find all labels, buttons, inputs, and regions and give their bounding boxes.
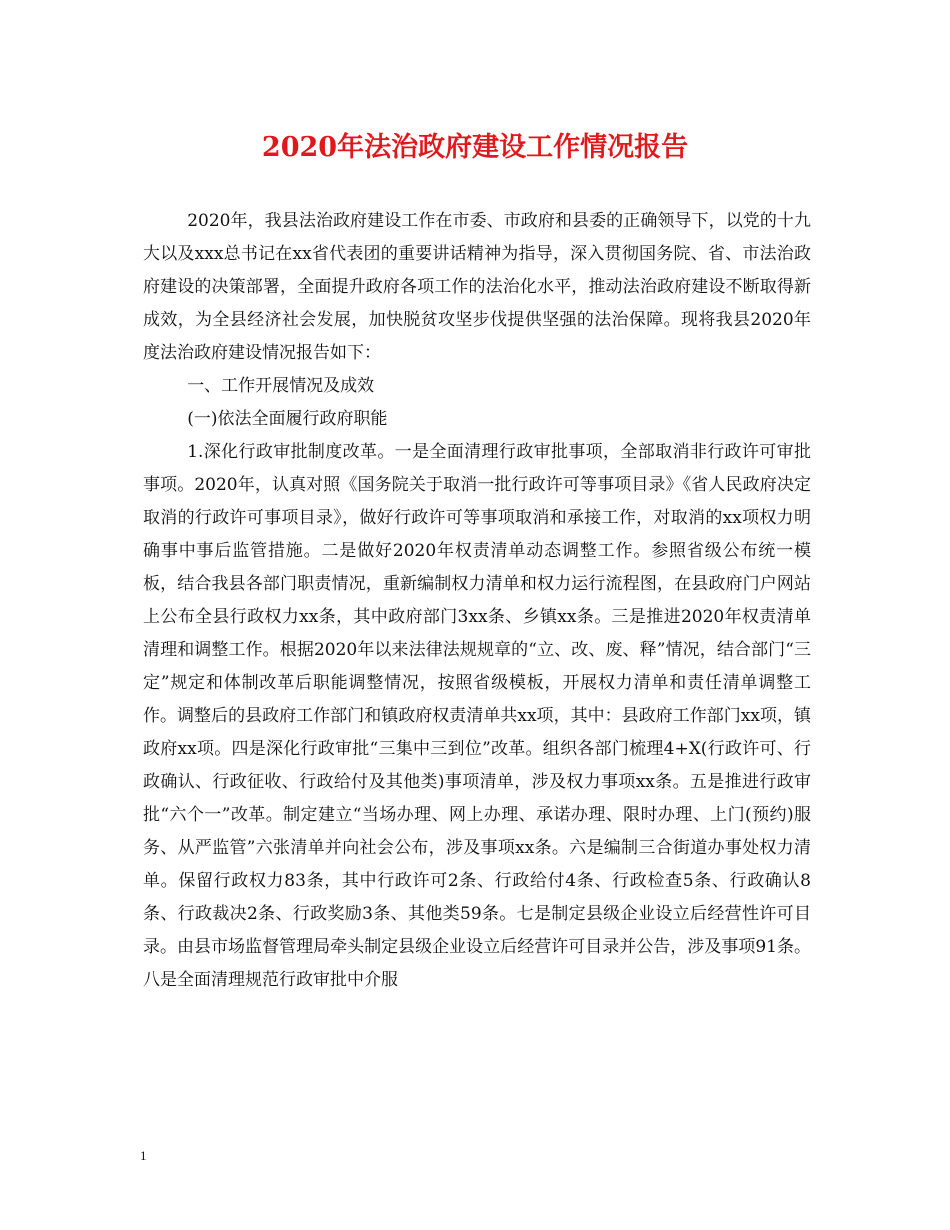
paragraph-reform: 1.深化行政审批制度改革。一是全面清理行政审批事项，全部取消非行政许可审批事项。2020年，认真对照《国务院关于取消一批行政许可等事项目录》《省人民政府决定取消的行政许可事项目录》，做好行政许可等事项取消和承接工作，对取消的xx项权力明确事中事后监管措施。二是做好2020年权责清单动态调整工作。参照省级公布统一模板，结合我县各部门职责情况，重新编制权力清单和权力运行流程图，在县政府门户网站上公布全县行政权力xx条，其中政府部门3xx条、乡镇xx条。三是推进2020年权责清单清理和调整工作。根据2020年以来法律法规规章的“立、改、废、释”情况，结合部门“三定”规定和体制改革后职能调整情况，按照省级模板，开展权力清单和责任清单调整工作。调整后的县政府工作部门和镇政府权责清单共xx项，其中：县政府工作部门xx项，镇政府xx项。四是深化行政审批“三集中三到位”改革。组织各部门梳理4+X(行政许可、行政确认、行政征收、行政给付及其他类)事项清单，涉及权力事项xx条。五是推进行政审批“六个一”改革。制定建立“当场办理、网上办理、承诺办理、限时办理、上门(预约)服务、从严监管”六张清单并向社会公布，涉及事项xx条。六是编制三合街道办事处权力清单。保留行政权力83条，其中行政许可2条、行政给付4条、行政检查5条、行政确认8条、行政裁决2条、行政奖励3条、其他类59条。七是制定县级企业设立后经营性许可目录。由县市场监督管理局牵头制定县级企业设立后经营许可目录并公告，涉及事项91条。八是全面清理规范行政审批中介服 (143, 442, 811, 990)
page-number: 1 (140, 1148, 147, 1163)
document-title: 2020年法治政府建设工作情况报告 (261, 132, 689, 163)
subsection-heading: (一)依法全面履行政府职能 (187, 409, 388, 429)
section-heading: 一、工作开展情况及成效 (187, 376, 375, 396)
document-body (143, 205, 811, 997)
paragraph-intro: 2020年，我县法治政府建设工作在市委、市政府和县委的正确领导下，以党的十九大以及xxx总书记在xx省代表团的重要讲话精神为指导，深入贯彻国务院、省、市法治政府建设的决策部署，全面提升政府各项工作的法治化水平，推动法治政府建设不断取得新成效，为全县经济社会发展，加快脱贫攻坚步伐提供坚强的法治保障。现将我县2020年度法治政府建设情况报告如下： (143, 211, 811, 363)
